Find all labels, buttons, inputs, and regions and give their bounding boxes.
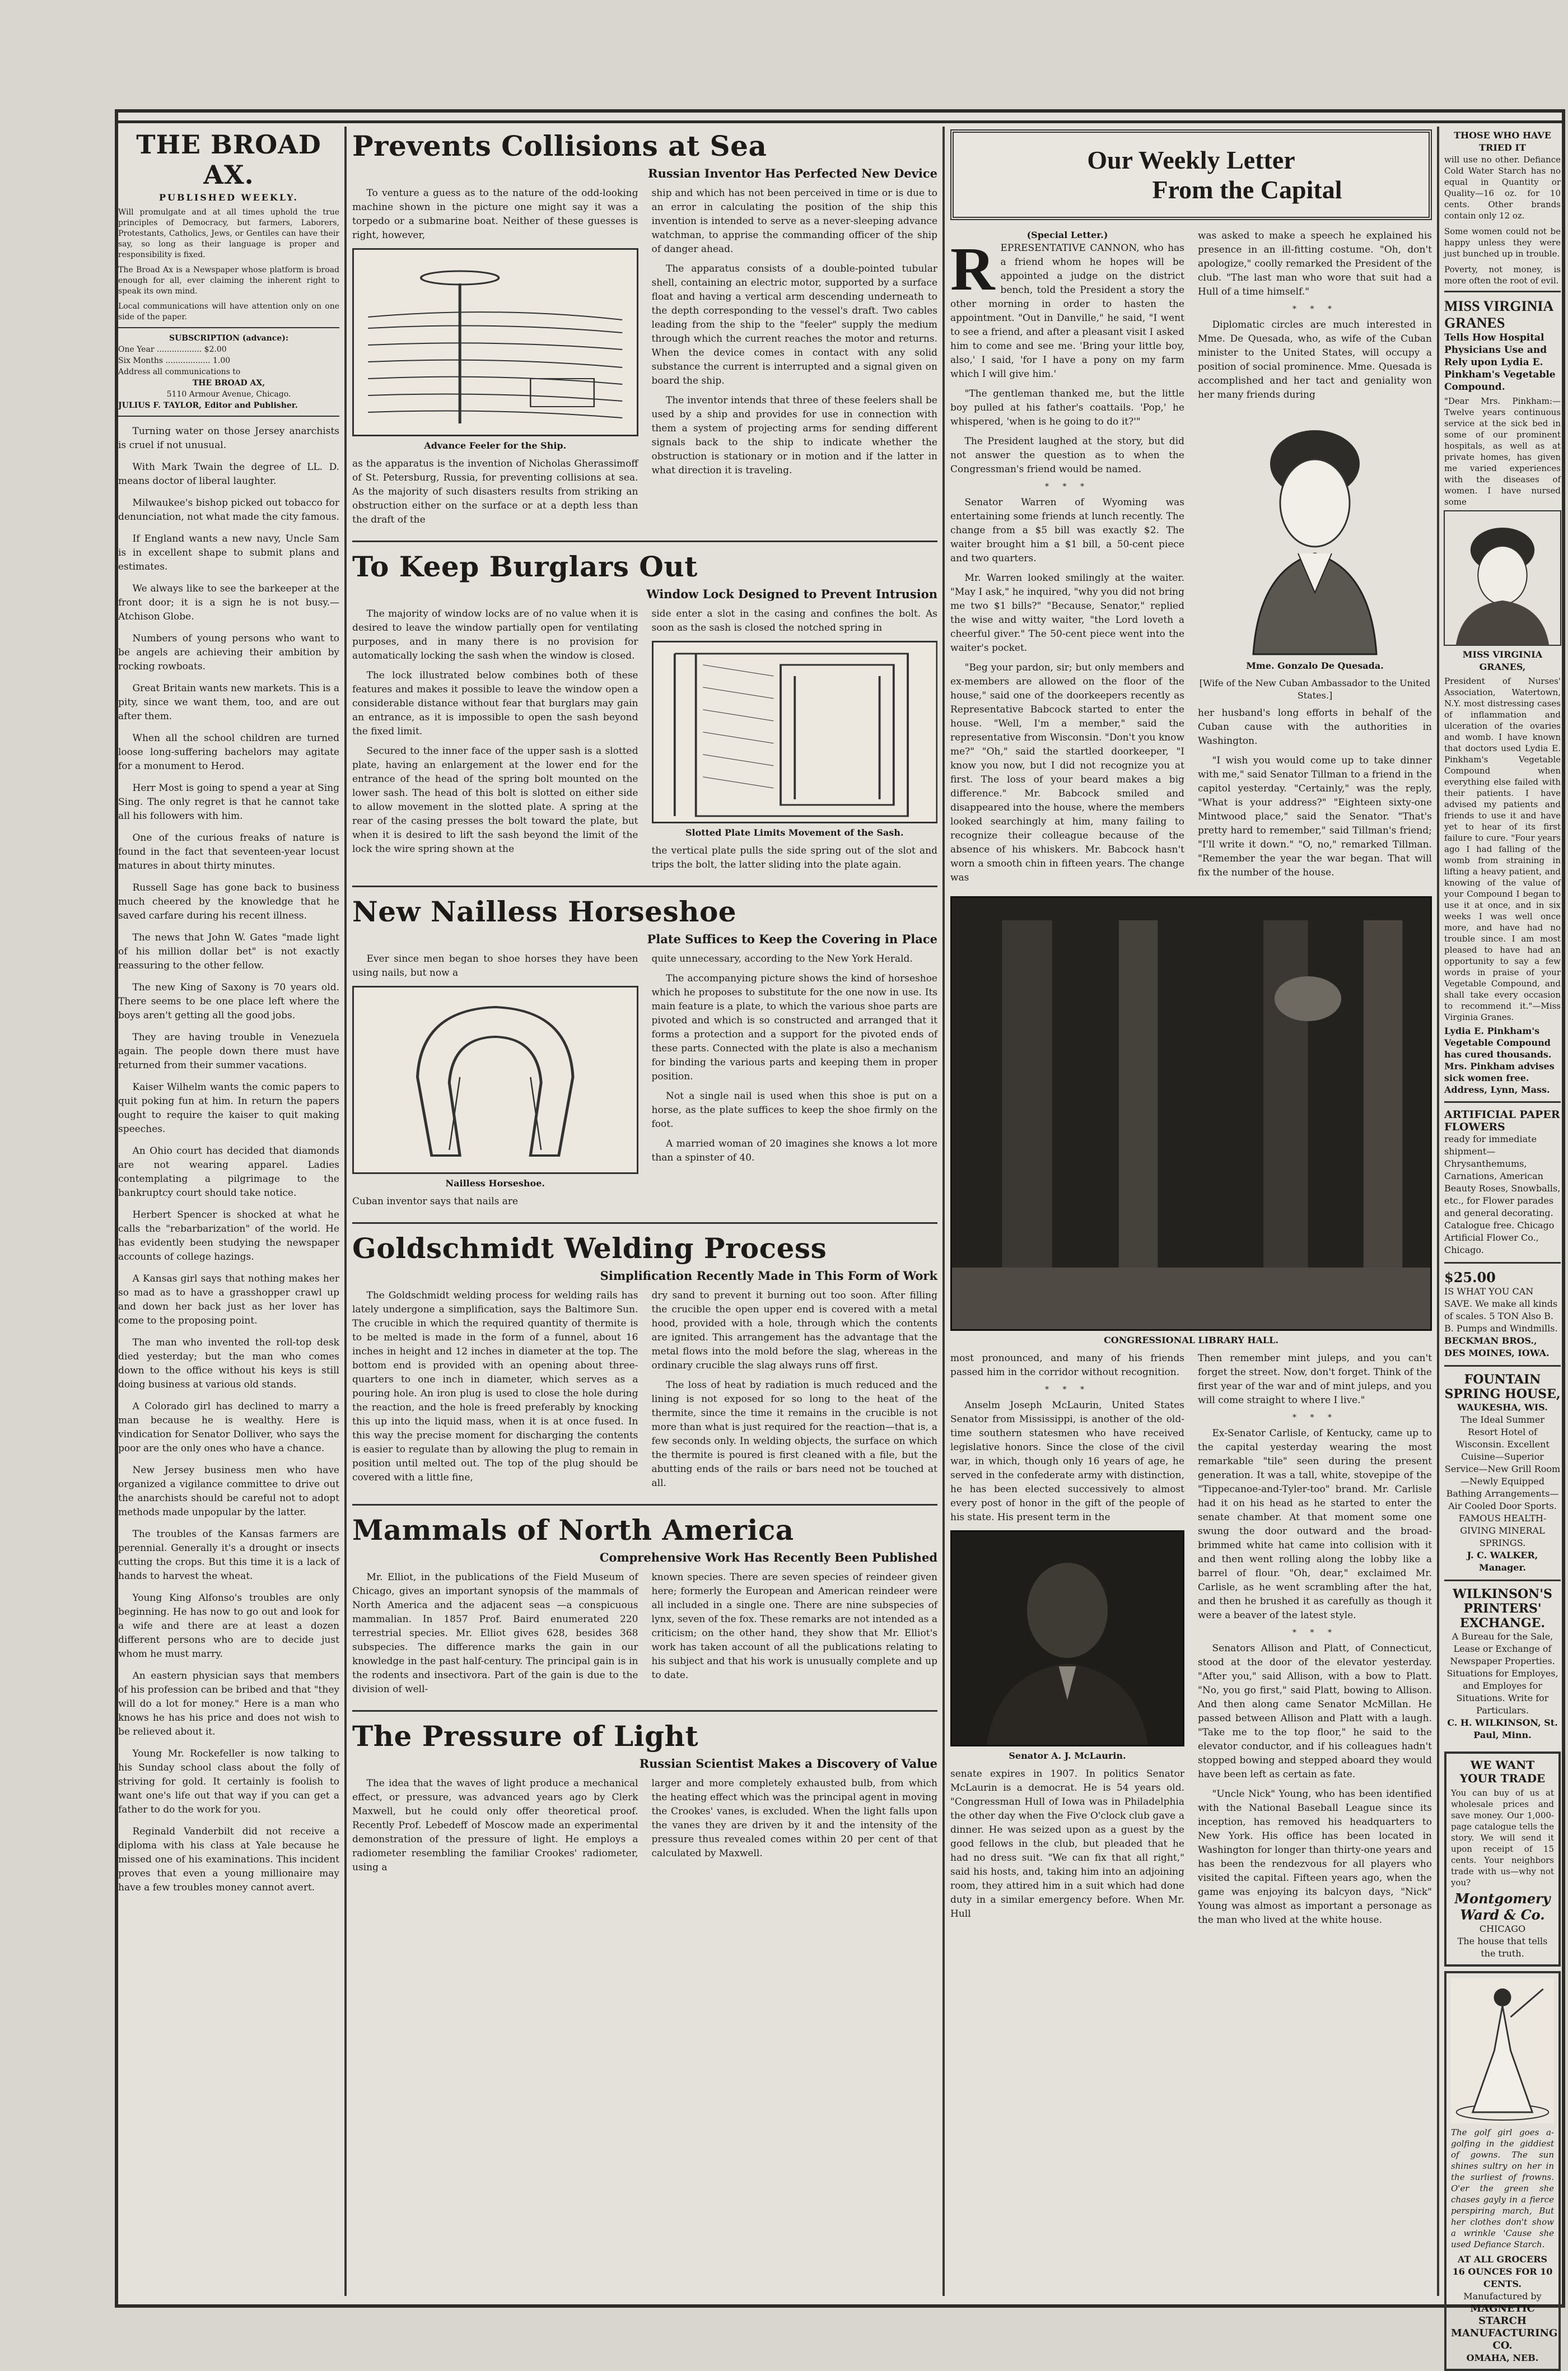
window-lock-caption: Slotted Plate Limits Movement of the Sash. <box>685 827 904 838</box>
story-paragraph: side enter a slot in the casing and confines the bolt. As soon as the sash is closed the notched spring in <box>651 608 937 633</box>
ad-fountain-text: The Ideal Summer Resort Hotel of Wisconsin. Excellent Cuisine—Superior Service—New Grill Room—Newly Equipped Bathing Arrangements—Air Cooled Door Sports. FAMOUS HEALTH-GIVING MINERAL SPRINGS. <box>1444 1414 1561 1548</box>
mclaurin-portrait <box>950 1530 1184 1746</box>
story-collisions <box>352 129 937 533</box>
subscription-heading: SUBSCRIPTION (advance): <box>169 334 289 343</box>
ad-ward-city: CHICAGO <box>1479 1923 1526 1934</box>
editorial-paragraph: Young Mr. Rockefeller is now talking to his Sunday school class about the folly of striving for gold. It certainly is foolish to want one's life out that way if you can get a father to do the work for you. <box>118 1748 339 1815</box>
editorial-paragraph: If England wants a new navy, Uncle Sam is in excellent shape to submit plans and estimates. <box>118 533 339 572</box>
editorial-paragraph: Turning water on those Jersey anarchists is cruel if not unusual. <box>118 426 339 451</box>
story-paragraph: The Goldschmidt welding process for welding rails has lately undergone a simplification, says the Baltimore Sun. The crucible in which the required quantity of thermite is to be melted is made in the form of a funnel, about 16 inches in height and 12 inches in diameter at the top. The bottom end is provided with an opening about three-quarters to one inch in diameter, which serves as a pouring hole. An iron plug is used to close the hole during the reaction, and the hole is freed preferably by knocking this up into the liquid mass, when it is at once fused. In this way the precise moment for discharging the contents is easier to regulate than by allowing the plug to remain in position until melted out. The top of the plug should be covered with a little fine, <box>352 1290 638 1483</box>
ad-wilkinson-title: WILKINSON'S PRINTERS' EXCHANGE. <box>1453 1587 1552 1631</box>
ad-tried-text: will use no other. Defiance Cold Water Starch has no equal in Quantity or Quality—16 oz. for 10 cents. Other brands contain only 12 oz. <box>1444 155 1561 221</box>
story-collisions-headline: Prevents Collisions at Sea <box>352 129 767 162</box>
ad-paper-flowers <box>1444 1101 1561 1262</box>
filler-text: Poverty, not money, is more often the root of evil. <box>1444 264 1561 286</box>
ad-pinkham-close: Lydia E. Pinkham's Vegetable Compound has cured thousands. Mrs. Pinkham advises sick women free. Address, Lynn, Mass. <box>1444 1026 1555 1095</box>
subscription-months: Six Months .................. 1.00 <box>118 356 231 365</box>
story-welding-headline: Goldschmidt Welding Process <box>352 1232 827 1265</box>
separator-stars: * * * <box>1292 305 1337 314</box>
story-paragraph: Cuban inventor says that nails are <box>352 1196 519 1207</box>
story-paragraph: The lock illustrated below combines both of these features and makes it possible to leave the window open a considerable distance without fear that burglars may gain an entrance, as it is impossible to open the sash beyond the fixed limit. <box>352 670 638 737</box>
story-paragraph: Secured to the inner face of the upper sash is a slotted plate, having an enlargement at the lower end for the entrance of the head of the spring bolt mounted on the lower sash. The head of this bolt is slotted on either side to allow movement in the slotted plate. A spring at the rear of the casing presses the bolt toward the plate, but when it is desired to lift the sash beyond the limit of the lock the wire spring shown at the <box>352 746 638 855</box>
letter-paragraph: "I wish you would come up to take dinner with me," said Senator Tillman to a friend in the capitol yesterday. "Certainly," was the reply, "What is your address?" "Eighteen sixty-one Mintwood place," said the Senator. "That's pretty hard to remember," said Tillman's friend; "I'll write it down." "O, no," remarked Tillman. "Remember the year the war began. That will fix the number of the house. <box>1198 755 1432 878</box>
story-paragraph: quite unnecessary, according to the New York Herald. <box>651 953 913 965</box>
filler-text: Some women could not be happy unless they were just bunched up in trouble. <box>1444 226 1561 259</box>
ad-starch-illustration <box>1451 1978 1554 2123</box>
weekly-letter-title-2: From the Capital <box>1152 175 1342 204</box>
ad-ward-logo: Montgomery Ward & Co. <box>1454 1890 1551 1923</box>
window-lock-drawing <box>654 642 936 822</box>
editorial-paragraph: The new King of Saxony is 70 years old. There seems to be one place left where the boys aren't getting all the good jobs. <box>118 982 339 1021</box>
editorial-paragraph: Great Britain wants new markets. This is a pity, since we want them, too, and are out after them. <box>118 683 339 722</box>
masthead-title: THE BROAD AX. <box>136 129 321 190</box>
ad-scale-text: IS WHAT YOU CAN SAVE. We make all kinds of scales. 5 TON Also B. B. Pumps and Windmills. <box>1444 1286 1558 1334</box>
horseshoe-drawing <box>354 987 637 1172</box>
letter-paragraph: was asked to make a speech he explained his presence in an ill-fitting costume. "Oh, don't apologize," coolly remarked the President of the club. "The last man who wore that suit had a Hull of a time himself." <box>1198 230 1432 297</box>
portrait-engraving <box>1220 408 1410 654</box>
window-lock-illustration <box>652 641 938 823</box>
ad-fountain-spring <box>1444 1365 1561 1580</box>
story-light-headline: The Pressure of Light <box>352 1720 699 1753</box>
story-light-deck: Russian Scientist Makes a Discovery of Value <box>639 1757 937 1771</box>
ad-starch-verse: The golf girl goes a-golfing in the giddiest of gowns. The sun shines sultry on her in the surliest of frowns. O'er the green she chases gayly in a fierce perspiring march, But her clothes don't show a wrinkle 'Cause she used Defiance Starch. <box>1451 2127 1554 2249</box>
editorial-paragraph: A Colorado girl has declined to marry a man because he is wealthy. Here is vindication for Senator Dolliver, who says the poor are the only ones who have a chance. <box>118 1401 339 1454</box>
ad-ward-text: You can buy of us at wholesale prices and save money. Our 1,000-page catalogue tells the story. We will send it upon receipt of 15 cents. Your neighbors trade with us—why not you? <box>1451 1788 1554 1888</box>
editorial-paragraph: We always like to see the barkeeper at the front door; it is a sign he is not busy.—Atchison Globe. <box>118 583 339 622</box>
masthead-statement-3: Local communications will have attention only on one side of the paper. <box>118 302 339 322</box>
story-paragraph: Ever since men began to shoe horses they have been using nails, but now a <box>352 953 638 979</box>
masthead-statement-2: The Broad Ax is a Newspaper whose platform is broad enough for all, ever claiming the inherent right to speak its own mind. <box>118 265 339 296</box>
horseshoe-illustration <box>352 986 638 1174</box>
ad-tried-heading: THOSE WHO HAVE TRIED IT <box>1454 130 1551 153</box>
letter-paragraph: "The gentleman thanked me, but the little boy pulled at his father's coattails. 'Pop,' he whispered, 'when is he going to do it?'" <box>950 388 1184 427</box>
ad-paper-flowers-title: ARTIFICIAL PAPER FLOWERS <box>1444 1108 1560 1133</box>
library-hall-photo <box>950 896 1432 1331</box>
story-mammals-headline: Mammals of North America <box>352 1513 794 1546</box>
letter-paragraph: Mr. Warren looked smilingly at the waiter. "May I ask," he inquired, "why you did not bring me two $1 bills?" "Because, Senator," replied the wise and witty waiter, "the Lord loveth a cheerful giver." The 50-cent piece went into the waiter's pocket. <box>950 572 1184 654</box>
editorial-paragraph: Kaiser Wilhelm wants the comic papers to quit poking fun at him. In return the papers ought to require the kaiser to quit making speeches. <box>118 1082 339 1135</box>
editorial-paragraph: The news that John W. Gates "made light of his million dollar bet" is not exactly reassuring to the other fellow. <box>118 932 339 971</box>
ad-wilkinson-company: C. H. WILKINSON, St. Paul, Minn. <box>1447 1717 1558 1740</box>
newspaper-page <box>115 109 1565 2363</box>
story-paragraph: The loss of heat by radiation is much reduced and the lining is not exposed for so long to the heat of the thermite, since the time it remains in the crucible is not more than what is just required for the reaction—that is, a few seconds only. In welding objects, the surface on which the thermite is poured is first cleaned with a file, but the abutting ends of the rails or bars need not be touched at all. <box>651 1380 937 1489</box>
ad-ward-tagline: The house that tells the truth. <box>1457 1936 1548 1959</box>
story-light <box>352 1720 937 1880</box>
horseshoe-caption: Nailless Horseshoe. <box>445 1178 545 1189</box>
letter-paragraph: Anselm Joseph McLaurin, United States Senator from Mississippi, is another of the old-time southern statesmen who have received legislative honors. Since the close of the civil war, in which, though only 16 years of age, he served in the confederate army with distinction, he has been elected successively to almost every post of honor in the gift of the people of his state. His present term in the <box>950 1400 1184 1523</box>
story-paragraph: The inventor intends that three of these feelers shall be used by a ship and provides for use in connection with them a system of projecting arms for sending different signals back to the ship to indicate whether the obstruction is stationary or in motion and if the latter in what direction it is traveling. <box>651 395 937 476</box>
separator-stars: * * * <box>1292 1628 1337 1637</box>
ad-pinkham-sub: Tells How Hospital Physicians Use and Rely upon Lydia E. Pinkham's Vegetable Compound. <box>1444 332 1556 393</box>
story-burglars <box>352 550 937 878</box>
ad-starch-by: Manufactured by <box>1463 2291 1542 2302</box>
ad-pinkham-text: President of Nurses' Association, Watertown, N.Y. most distressing cases of inflammation and ulceration of the ovaries and womb. I have known that doctors used Lydia E. Pinkham's Vegetable Compound when everything else failed with their patients. I have advised my patients and friends to use it and have yet to hear of its first failure to cure. "Four years ago I had falling of the womb from straining in lifting a heavy patient, and knowing of the value of your Compound I began to use it at once, and in six weeks I was well once more, and have had no trouble since. I am most pleased to have had an opportunity to say a few words in praise of your Vegetable Compound, and shall take every occasion to recommend it."—Miss Virginia Granes. <box>1444 676 1561 1022</box>
editorial-paragraph: Russell Sage has gone back to business much cheered by the knowledge that he saved carfare during his recent illness. <box>118 882 339 921</box>
ad-starch-company: MAGNETIC STARCH MANUFACTURING CO. <box>1451 2303 1558 2351</box>
ad-fountain-manager: J. C. WALKER, Manager. <box>1467 1550 1538 1573</box>
editorial-paragraph: Young King Alfonso's troubles are only beginning. He has now to go out and look for a wife and there are at least a dozen different persons who are to decide just whom he must marry. <box>118 1592 339 1660</box>
story-horseshoe-deck: Plate Suffices to Keep the Covering in Place <box>647 932 937 946</box>
editorial-paragraph: With Mark Twain the degree of LL. D. means doctor of liberal laughter. <box>118 462 339 487</box>
mclaurin-caption: Senator A. J. McLaurin. <box>1009 1750 1126 1761</box>
story-paragraph: dry sand to prevent it burning out too soon. After filling the crucible the open upper end is covered with a metal hood, provided with a hole, through which the contents are ignited. This arrangement has the advantage that the metal flows into the mold before the slag, whereas in the ordinary crucible the slag always runs off first. <box>651 1290 937 1371</box>
ad-defiance-starch <box>1444 1971 1561 2371</box>
library-hall-image <box>952 898 1430 1329</box>
editorial-paragraph: Reginald Vanderbilt did not receive a diploma with his class at Yale because he missed one of his examinations. This incident proves that even a young millionaire may have a few troubles money cannot avert. <box>118 1826 339 1893</box>
special-letter-label: (Special Letter.) <box>1026 230 1108 240</box>
editorial-paragraph: Herbert Spencer is shocked at what he calls the "rebarbarization" of the world. He has evidently been studying the newspaper accounts of college hazings. <box>118 1209 339 1263</box>
letter-paragraph: Diplomatic circles are much interested in Mme. De Quesada, who, as wife of the Cuban minister to the United States, will occupy a position of social prominence. Mme. Quesada is accomplished and her tact and geniality won her many friends during <box>1198 319 1432 400</box>
separator-stars: * * * <box>1045 1385 1090 1394</box>
letter-paragraph-lead: REPRESENTATIVE CANNON, who has a friend whom he hopes will be appointed a judge on the district bench, told the President a story the other morning in order to hasten the appointment. "Out in Danville," he said, "I went to see a friend, and after a pleasant visit I asked him to come and see me. 'Bring your little boy, also,' I said, 'for I have a pony on my farm which I will give him.' <box>950 235 1184 380</box>
column-ads <box>1444 129 1561 2363</box>
story-burglars-headline: To Keep Burglars Out <box>352 550 698 583</box>
publisher-name: THE BROAD AX, <box>192 379 265 388</box>
portrait-de-quesada <box>1198 408 1432 654</box>
ship-feeler-caption: Advance Feeler for the Ship. <box>424 440 567 451</box>
letter-paragraph: Then remember mint juleps, and you can't forget the street. Now, don't forget. Think of the first year of the war and of mint juleps, and you will come straight to where I live." <box>1198 1353 1432 1406</box>
story-welding <box>352 1232 937 1496</box>
masthead-statement: Will promulgate and at all times uphold the true principles of Democracy, but farmers, Laborers, Protestants, Catholics, Jews, or Gentiles can have their say, so long as their language is proper and responsibility is fixed. <box>118 208 339 259</box>
subscription-note: Address all communications to <box>118 367 241 376</box>
editorial-paragraph: Numbers of young persons who want to be angels are achieving their ambition by rocking rowboats. <box>118 633 339 672</box>
library-hall-caption: CONGRESSIONAL LIBRARY HALL. <box>1104 1335 1278 1345</box>
ad-fountain-title: FOUNTAIN SPRING HOUSE, <box>1444 1372 1561 1401</box>
editorial-paragraph: A Kansas girl says that nothing makes her so mad as to have a grasshopper crawl up and down her back just as her lover has come to the proposing point. <box>118 1273 339 1326</box>
editorial-paragraph: Milwaukee's bishop picked out tobacco for denunciation, not what made the city famous. <box>118 497 339 523</box>
ad-starch-price: AT ALL GROCERS 16 OUNCES FOR 10 CENTS. <box>1452 2254 1553 2289</box>
editorial-paragraph: New Jersey business men who have organized a vigilance committee to drive out the anarchists should be careful not to adopt methods made unpopular by the latter. <box>118 1465 339 1518</box>
ad-paper-flowers-text: ready for immediate shipment—Chrysanthemums, Carnations, American Beauty Roses, Snowballs, etc., for Flower parades and general decorating. Catalogue free. Chicago Artificial Flower Co., Chicago. <box>1444 1134 1561 1255</box>
story-mammals-deck: Comprehensive Work Has Recently Been Published <box>599 1550 937 1564</box>
ad-pinkham-caption: MISS VIRGINIA GRANES, <box>1462 649 1543 672</box>
letter-paragraph: The President laughed at the story, but did not answer the question as to when the Congressman's friend would be named. <box>950 436 1184 475</box>
weekly-letter-title-1: Our Weekly Letter <box>1087 146 1295 174</box>
portrait-caption-name: Mme. Gonzalo De Quesada. <box>1246 660 1384 671</box>
ad-scale-price: $25.00 <box>1444 1269 1496 1285</box>
story-mammals <box>352 1513 937 1702</box>
top-rule <box>118 113 1562 123</box>
editor-line: JULIUS F. TAYLOR, Editor and Publisher. <box>118 401 298 410</box>
story-paragraph: The apparatus consists of a double-pointed tubular shell, containing an electric motor, supported by a surface float and having a vertical arm descending underneath to the depth corresponding to the vessel's draft. Two cables leading from the ship to the "feeler" supply the medium through which the current reaches the motor and returns. When the device comes in contact with any solid substance the current is interrupted and a signal given on board the ship. <box>651 263 937 386</box>
ad-pinkham-title: MISS VIRGINIA GRANES <box>1444 298 1553 331</box>
story-paragraph: known species. There are seven species of reindeer given here; formerly the European and American reindeer were all included in a single one. There are nine subspecies of lynx, seven of the fox. These remarks are not intended as a criticism; on the other hand, they show that Mr. Elliot's work has taken account of all the publications relating to his subject and that his work is unusually complete and up to date. <box>651 1572 937 1681</box>
story-horseshoe <box>352 895 937 1214</box>
letter-paragraph: "Uncle Nick" Young, who has been identified with the National Baseball League since its inception, has removed his headquarters to New York. His office has been located in Washington for longer than thirty-one years and has been the rendezvous for all players who visited the capital. Fifteen years ago, when the game was enjoying its balcyon days, "Nick" Young was almost as important a personage as the man who lived at the white house. <box>1198 1788 1432 1926</box>
editorial-paragraphs <box>118 425 339 1895</box>
letter-paragraph: her husband's long efforts in behalf of the Cuban cause with the authorities in Washington. <box>1198 707 1432 747</box>
editorial-paragraph: An Ohio court has decided that diamonds are not wearing apparel. Ladies contemplating a pilgrimage to the bankruptcy court should take notice. <box>118 1145 339 1199</box>
editorial-paragraph: The troubles of the Kansas farmers are perennial. Generally it's a drought or insects cutting the crops. But this time it is a lack of hands to harvest the wheat. <box>118 1529 339 1582</box>
ad-montgomery-ward <box>1444 1752 1561 1967</box>
letter-paragraph: senate expires in 1907. In politics Senator McLaurin is a democrat. He is 54 years old. "Congressman Hull of Iowa was in Philadelphia the other day when the Five O'clock club gave a dinner. He was seized upon as a guest by the good fellows in the club, but pleaded that he had no dress suit. "We can fix that all right," said his hosts, and, taking him into an adjoining room, they attired him in a suit which had done duty in a similar emergency before. When Mr. Hull <box>950 1768 1184 1920</box>
story-paragraph: ship and which has not been perceived in time or is due to an error in calculating the position of the ship this invention is intended to serve as a never-sleeping advance watchman, to apprise the commanding officer of the ship of danger ahead. <box>651 188 937 255</box>
letter-paragraph: Senators Allison and Platt, of Connecticut, stood at the door of the elevator yesterday. "After you," said Allison, with a bow to Platt. "No, you go first," said Platt, bowing to Allison. And then along came Senator McMillan. He passed between Allison and Platt with a laugh. "Take me to the top floor," he said to the elevator conductor, and if his colleagues hadn't stopped bowing and stepped aboard they would have been left as certain as fate. <box>1198 1643 1432 1780</box>
ship-feeler-illustration <box>352 248 638 436</box>
story-paragraph: larger and more completely exhausted bulb, from which the heating effect which was the principal agent in moving the Crookes' vanes, is excluded. When the light falls upon the vanes they are driven by it and the intensity of the pressure thus revealed comes within 20 per cent of that calculated by Maxwell. <box>651 1778 937 1859</box>
subscription-box <box>118 327 339 417</box>
column-weekly-letter <box>950 129 1432 2293</box>
ad-pinkham <box>1444 291 1561 1101</box>
ad-pinkham-portrait-image <box>1444 511 1561 645</box>
ad-wilkinson <box>1444 1580 1561 1747</box>
story-paragraph: as the apparatus is the invention of Nicholas Gherassimoff of St. Petersburg, Russia, for preventing collisions at sea. As the majority of such disasters results from striking an obstruction either on the surface or at a depth less than the draft of the <box>352 458 638 525</box>
letter-paragraph: Ex-Senator Carlisle, of Kentucky, came up to the capital yesterday wearing the most remarkable "tile" seen during the present generation. It was a tall, white, stovepipe of the "Tippecanoe-and-Tyler-too" brand. Mr. Carlisle had it on his head as he started to enter the senate chamber. At that moment some one swung the door outward and the broad-brimmed white hat came into collision with it and then went rolling along the lobby like a barrel of flour. "Oh, dear," exclaimed Mr. Carlisle, as he went scrambling after the hat, and then he brushed it as carefully as though it were a beaver of the latest style. <box>1198 1428 1432 1621</box>
letter-paragraph: most pronounced, and many of his friends passed him in the corridor without recognition. <box>950 1353 1184 1378</box>
weekly-letter-banner <box>950 129 1432 220</box>
portrait-caption-sub: [Wife of the New Cuban Ambassador to the United States.] <box>1199 678 1431 701</box>
publisher-address: 5110 Armour Avenue, Chicago. <box>166 390 291 399</box>
story-paragraph: the vertical plate pulls the side spring out of the slot and trips the bolt, the latter sliding into the plate again. <box>651 845 937 870</box>
editorial-paragraph: Herr Most is going to spend a year at Sing Sing. The only regret is that he cannot take all his followers with him. <box>118 782 339 822</box>
ad-scale <box>1444 1262 1561 1365</box>
ad-pinkham-portrait <box>1444 511 1561 645</box>
ad-ward-title: WE WANT YOUR TRADE <box>1459 1758 1546 1785</box>
editorial-paragraph: An eastern physician says that members of his profession can be bribed and that "they will do a lot for money." Here is a man who knows he has his price and does not wish to be relieved about it. <box>118 1670 339 1738</box>
ad-starch-city: OMAHA, NEB. <box>1466 2353 1539 2363</box>
story-collisions-deck: Russian Inventor Has Perfected New Device <box>648 166 937 180</box>
story-paragraph: Mr. Elliot, in the publications of the Field Museum of Chicago, gives an important synopsis of the mammals of North America and the adjacent seas —a conspicuous mammalian. In 1857 Prof. Baird enumerated 220 terrestrial species. Mr. Elliot gives 628, besides 368 subspecies. The difference marks the gain in our knowledge in the past half-century. The principal gain is in the rodents and insectivora. Part of the gain is due to the division of well- <box>352 1572 638 1695</box>
editorial-paragraph: One of the curious freaks of nature is found in the fact that seventeen-year locust matures in about thirty minutes. <box>118 832 339 872</box>
story-horseshoe-headline: New Nailless Horseshoe <box>352 895 737 928</box>
story-welding-deck: Simplification Recently Made in This Form of Work <box>600 1269 937 1283</box>
ad-fountain-city: WAUKESHA, WIS. <box>1457 1402 1548 1413</box>
letter-paragraph: Senator Warren of Wyoming was entertaining some friends at lunch recently. The change from a $5 bill was exactly $2. The waiter brought him a $1 bill, a 50-cent piece and two quarters. <box>950 497 1184 564</box>
story-paragraph: The accompanying picture shows the kind of horseshoe which he proposes to substitute for the one now in use. Its main feature is a plate, to which the various shoe parts are pivoted and which is so constructed and arranged that it forms a protection and a support for the pivoted ends of these parts. Connected with the plate is also a mechanism for binding the various parts and keeping them in proper position. <box>651 973 937 1082</box>
story-paragraph: A married woman of 20 imagines she knows a lot more than a spinster of 40. <box>651 1138 937 1163</box>
story-paragraph: The majority of window locks are of no value when it is desired to leave the window partially open for ventilating purposes, and in many there is no provision for automatically locking the sash when the window is closed. <box>352 608 638 662</box>
editorial-paragraph: They are having trouble in Venezuela again. The people down there must have returned from their summer vacations. <box>118 1032 339 1071</box>
story-paragraph: To venture a guess as to the nature of the odd-looking machine shown in the picture one might say it was a torpedo or a submarine boat. Neither of these guesses is right, however, <box>352 188 638 241</box>
masthead-subtitle: PUBLISHED WEEKLY. <box>159 192 298 203</box>
column-rule <box>344 127 347 2296</box>
ad-pinkham-text: "Dear Mrs. Pinkham:—Twelve years continuous service at the sick bed in some of our prominent hospitals, as well as at private homes, has given me varied experiences with the diseases of women. I have nursed some <box>1444 396 1561 507</box>
ad-scale-company: BECKMAN BROS., DES MOINES, IOWA. <box>1444 1335 1550 1358</box>
separator-stars: * * * <box>1292 1413 1337 1422</box>
separator-stars: * * * <box>1045 482 1090 491</box>
story-paragraph: Not a single nail is used when this shoe is put on a horse, as the plate suffices to keep the shoe firmly on the foot. <box>651 1091 937 1130</box>
story-burglars-deck: Window Lock Designed to Prevent Intrusion <box>646 587 937 601</box>
letter-paragraph: "Beg your pardon, sir; but only members and ex-members are allowed on the floor of the house," said one of the doorkeepers recently as Representative Babcock started to enter the house. "Well, I'm a member," said the representative from Wisconsin. "Don't you know me?" "Oh," said the startled doorkeeper, "I know you now, but I did not recognize you at first. The loss of your beard makes a big difference." Mr. Babcock smiled and disappeared into the house, where the members looked searchingly at him, many failing to recognize their colleague because of the absence of his whiskers. Mr. Babcock hasn't worn a smooth chin in fifteen years. The change was <box>950 662 1184 883</box>
editorial-paragraph: The man who invented the roll-top desk died yesterday; but the man who comes down to the office without his keys is still doing business at various old stands. <box>118 1337 339 1390</box>
column-rule <box>1437 127 1439 2296</box>
ship-feeler-drawing <box>354 250 637 435</box>
editorial-paragraph: When all the school children are turned loose long-suffering bachelors may agitate for a monument to Herod. <box>118 733 339 772</box>
column-rule <box>942 127 945 2296</box>
mclaurin-image <box>952 1532 1183 1745</box>
golfer-drawing <box>1451 1978 1554 2123</box>
ad-wilkinson-text: A Bureau for the Sale, Lease or Exchange of Newspaper Properties. Situations for Employes, and Employes for Situations. Write for Particulars. <box>1446 1631 1558 1716</box>
column-editorial <box>118 129 339 2293</box>
subscription-year: One Year .................. $2.00 <box>118 345 227 354</box>
story-paragraph: The idea that the waves of light produce a mechanical effect, or pressure, was advanced years ago by Clerk Maxwell, but he could only offer theoretical proof. Recently Prof. Lebedeff of Moscow made an experimental demonstration of the pressure of light. He employs a radiometer resembling the familiar Crookes' radiometer, using a <box>352 1778 638 1873</box>
column-stories <box>352 129 937 2293</box>
drop-cap: R <box>950 235 995 303</box>
